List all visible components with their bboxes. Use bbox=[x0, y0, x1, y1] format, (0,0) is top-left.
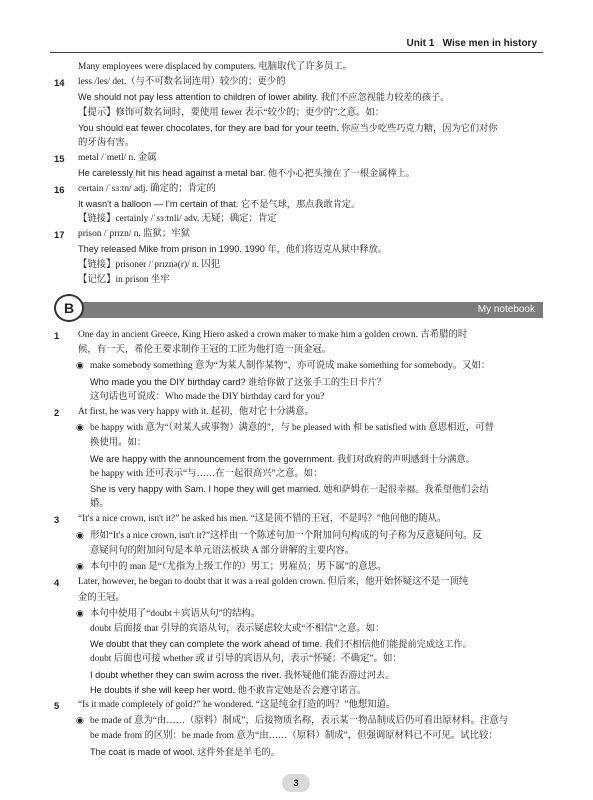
note-text: 换使用。如： bbox=[90, 438, 147, 449]
section-logo-icon: B bbox=[54, 294, 84, 322]
example-line: 的牙齿有害。 bbox=[78, 138, 135, 149]
example-line: It wasn't a balloon — I'm certain of that. 它不是气球，那点我敢肯定。 bbox=[78, 198, 361, 209]
header-rule bbox=[50, 52, 543, 53]
eye-icon: ◉ bbox=[76, 715, 84, 726]
eye-icon: ◉ bbox=[76, 422, 84, 433]
note-text: doubt 后面接 that 引导的宾语从句，表示疑虑较大或“不相信”之意。如： bbox=[90, 623, 385, 634]
link-line: 【链接】certainly /ˈsɜːtnli/ adv. 无疑；确定；肯定 bbox=[78, 214, 277, 225]
note-explanation: ◉ make somebody something 意为“为某人制作某物”，亦可说成 make something for somebody。又如： bbox=[40, 358, 543, 374]
note-3 bbox=[40, 512, 543, 527]
vocab-entry-certain bbox=[40, 182, 543, 197]
note-number: 3 bbox=[54, 514, 60, 526]
example-line: Many employees were displaced by computers. 电脑取代了许多员工。 bbox=[78, 62, 353, 72]
eye-icon: ◉ bbox=[76, 561, 84, 572]
note-explanation: ◉ be made of 意为“由……（原料）制成”，后接物质名称，表示某一物品制成后仍可看出原材料。注意与 bbox=[40, 713, 543, 729]
note-number: 2 bbox=[54, 407, 60, 419]
note-text: 候，有一天，希伦王要求制作王冠的工匠为他打造一顶金冠。 bbox=[78, 345, 332, 356]
note-sentence: “Is it made completely of gold?” he wondered. “这是纯金打造的吗？”他想知道。 bbox=[78, 699, 396, 710]
section-bar bbox=[40, 294, 543, 320]
example-line: Who made you the DIY birthday card? 谁给你做了这张手工的生日卡片？ bbox=[90, 376, 386, 387]
entry-headword: less /les/ det.（与不可数名词连用）较少的；更少的 bbox=[78, 77, 286, 88]
entry-headword: certain /ˈsɜːtn/ adj. 确定的；肯定的 bbox=[78, 183, 216, 194]
example-line: 这句话也可说成：Who made the DIY birthday card for you? bbox=[90, 391, 325, 402]
unit-label: Unit 1 bbox=[406, 38, 435, 49]
page-number: 3 bbox=[282, 774, 310, 792]
section-strip bbox=[76, 302, 543, 318]
note-explanation: ◉ 本句中使用了“doubt＋宾语从句”的结构。 bbox=[40, 606, 543, 622]
entry-number: 16 bbox=[54, 183, 65, 195]
example-line: We doubt that they can complete the work ahead of time. 我们不相信他们能提前完成这工作。 bbox=[90, 639, 472, 650]
note-4 bbox=[40, 575, 543, 590]
note-number: 5 bbox=[54, 699, 60, 711]
section-title: My notebook bbox=[477, 304, 535, 316]
example-line: You should eat fewer chocolates, for they are bad for your teeth. 你应当少吃些巧克力糖，因为它们对你 bbox=[78, 122, 498, 133]
entry-number: 14 bbox=[54, 77, 65, 89]
note-sentence: Later, however, he began to doubt that it was a real golden crown. 但后来，他开始怀疑这不是一顶纯 bbox=[78, 577, 469, 588]
note-text: be happy with 还可表示“与……在一起很高兴”之意。如： bbox=[90, 468, 323, 479]
example-line: We should not pay less attention to children of lower ability. 我们不应忽视能力较差的孩子。 bbox=[78, 92, 450, 103]
example-line: We are happy with the announcement from the government. 我们对政府的声明感到十分满意。 bbox=[90, 453, 475, 464]
note-number: 1 bbox=[54, 330, 60, 342]
eye-icon: ◉ bbox=[76, 607, 84, 618]
memory-line: 【记忆】in prison 坐牢 bbox=[78, 274, 170, 285]
example-line: He doubts if she will keep her word. 他不敢肯定她是否会遵守诺言。 bbox=[90, 684, 367, 695]
link-line: 【链接】prisoner /ˈprɪznə(r)/ n. 囚犯 bbox=[78, 259, 221, 270]
note-explanation: ◉ 本句中的 man 是“（尤指为上级工作的）男工；男雇员；男下属”的意思。 bbox=[40, 559, 543, 575]
unit-title: Wise men in history bbox=[442, 38, 537, 49]
note-text: 意疑问句的附加问句是本单元语法板块 A 部分讲解的主要内容。 bbox=[90, 545, 355, 556]
entry-number: 15 bbox=[54, 153, 65, 165]
note-number: 4 bbox=[54, 577, 60, 589]
note-sentence: At first, he was very happy with it. 起初，他对它十分满意。 bbox=[78, 407, 314, 418]
tip-line: 【提示】修饰可数名词时，要使用 fewer 表示“较少的；更少的”之意。如： bbox=[78, 107, 385, 118]
eye-icon: ◉ bbox=[76, 360, 84, 371]
entry-headword: metal /ˈmetl/ n. 金属 bbox=[78, 153, 157, 164]
note-explanation: ◉ 形如“It's a nice crown, isn't it?”这样由一个陈述句加一个附加问句构成的句子称为反意疑问句。反 bbox=[40, 528, 543, 544]
note-2 bbox=[40, 405, 543, 420]
example-line: She is very happy with Sam. I hope they will get married. 她和萨姆在一起很幸福。我希望他们会结 bbox=[90, 484, 489, 495]
example-line: The coat is made of wool. 这件外套是羊毛的。 bbox=[90, 746, 280, 757]
note-explanation: ◉ be happy with 意为“（对某人或事物）满意的”，与 be pleased with 和 be satisfied with 意思相近，可替 bbox=[40, 420, 543, 436]
entry-headword: prison /ˈprɪzn/ n. 监狱；牢狱 bbox=[78, 229, 190, 240]
page-header bbox=[407, 38, 538, 49]
page-content bbox=[40, 60, 543, 760]
vocab-entry-metal bbox=[40, 151, 543, 166]
note-text: be made from 的区别：be made from 意为“由……（原料）制成”，但强调原材料已不可见。试比较： bbox=[90, 731, 498, 742]
note-text: 金的王冠。 bbox=[78, 592, 125, 603]
example-line: I doubt whether they can swim across the river. 我怀疑他们能否游过河去。 bbox=[90, 669, 395, 680]
example-line: 婚。 bbox=[90, 499, 109, 510]
example-line: They released Mike from prison in 1990. 1990 年，他们将迈克从狱中释放。 bbox=[78, 244, 387, 255]
note-sentence: “It's a nice crown, isn't it?” he asked his men. “这是顶不错的王冠，不是吗？”他问他的随从。 bbox=[78, 514, 447, 525]
note-1 bbox=[40, 328, 543, 343]
entry-number: 17 bbox=[54, 229, 65, 241]
vocab-entry-less bbox=[40, 75, 543, 90]
eye-icon: ◉ bbox=[76, 529, 84, 540]
vocab-entry-prison bbox=[40, 227, 543, 242]
note-5 bbox=[40, 698, 543, 713]
example-line: He carelessly hit his head against a metal bar. 他不小心把头撞在了一根金属棒上。 bbox=[78, 168, 415, 179]
note-sentence: One day in ancient Greece, King Hiero asked a crown maker to make him a golden crown. 古希腊的时 bbox=[78, 330, 468, 341]
note-text: doubt 后面也可接 whether 或 if 引导的宾语从句，表示“怀疑；不确定”。如： bbox=[90, 654, 402, 665]
